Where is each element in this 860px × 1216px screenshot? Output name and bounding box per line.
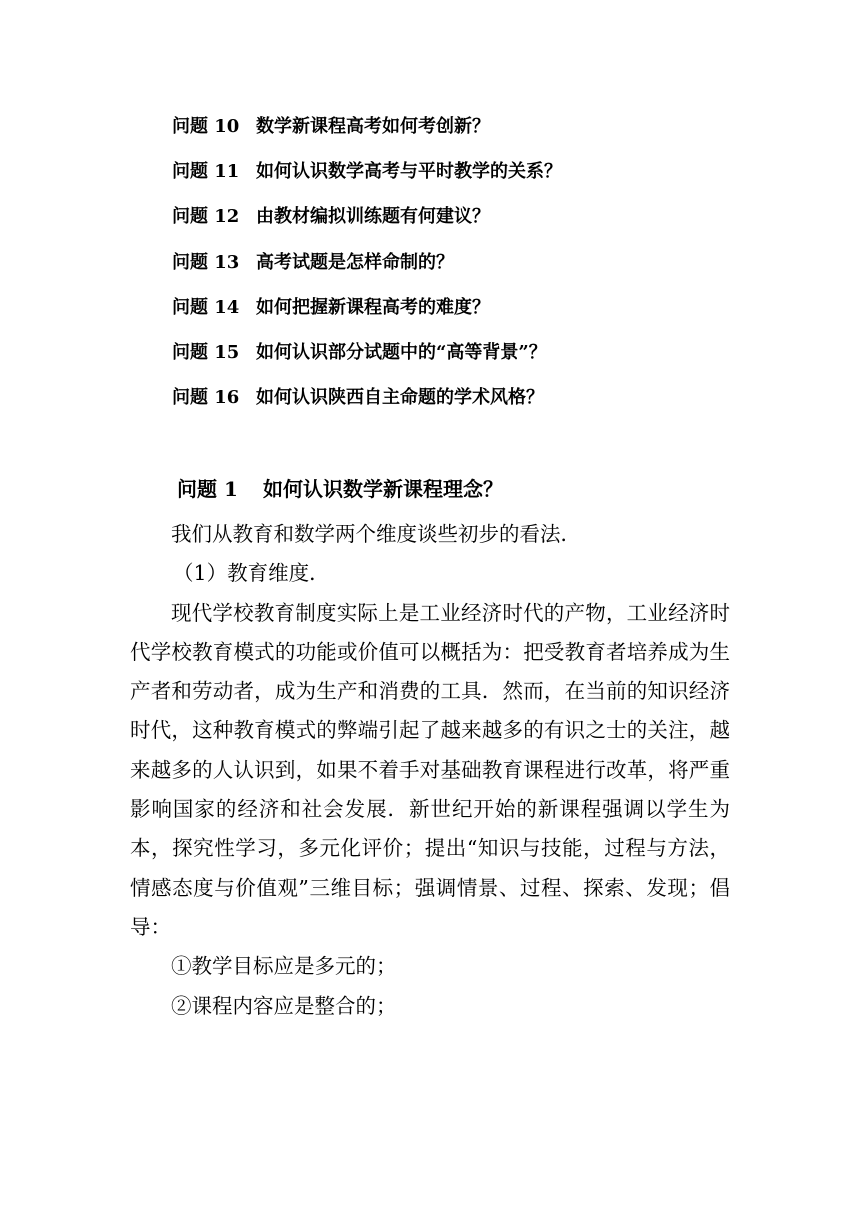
- list-item: ②课程内容应是整合的；: [171, 993, 397, 1018]
- section-title: 如何认识数学新课程理念？: [263, 477, 503, 501]
- question-number: 问题 12: [172, 206, 240, 228]
- intro-paragraph: 我们从教育和数学两个维度谈些初步的看法．: [171, 522, 581, 546]
- section-heading: [177, 472, 503, 506]
- question-title: 如何认识数学高考与平时教学的关系？: [256, 161, 562, 183]
- question-item: [172, 291, 772, 336]
- question-item: [172, 246, 772, 291]
- question-number: 问题 11: [172, 161, 240, 183]
- section-body: [130, 515, 730, 1026]
- section-number: 问题 1: [177, 477, 238, 501]
- question-number: 问题 14: [172, 296, 240, 318]
- question-title: 如何认识部分试题中的“高等背景”？: [256, 341, 547, 363]
- main-paragraph: 现代学校教育制度实际上是工业经济时代的产物，工业经济时代学校教育模式的功能或价值可以概括为：把受教育者培养成为生产者和劳动者，成为生产和消费的工具．然而，在当前的知识经济时代，这种教育模式的弊端引起了越来越多的有识之士的关注，越来越多的人认识到，如果不着手对基础教育课程进行改革，将严重影响国家的经济和社会发展．新世纪开始的新课程强调以学生为本，探究性学习，多元化评价；提出“知识与技能，过程与方法，情感态度与价值观”三维目标；强调情景、过程、探索、发现；倡导：: [130, 600, 730, 939]
- question-title: 数学新课程高考如何考创新？: [256, 116, 490, 137]
- question-item: [172, 200, 772, 245]
- question-list: [172, 110, 772, 426]
- subsection-label: （1）教育维度．: [173, 561, 330, 586]
- question-item: [172, 381, 772, 426]
- question-title: 由教材编拟训练题有何建议？: [256, 206, 490, 228]
- question-number: 问题 15: [172, 341, 240, 363]
- question-item: [172, 336, 772, 381]
- question-title: 如何把握新课程高考的难度？: [256, 296, 490, 318]
- question-item: [172, 155, 772, 200]
- question-title: 高考试题是怎样命制的？: [256, 251, 454, 273]
- question-item: [172, 110, 772, 155]
- question-number: 问题 13: [172, 251, 240, 273]
- question-number: 问题 16: [172, 387, 240, 409]
- question-number: 问题 10: [172, 116, 240, 137]
- list-item: ①教学目标应是多元的；: [171, 954, 397, 979]
- question-title: 如何认识陕西自主命题的学术风格？: [256, 387, 544, 409]
